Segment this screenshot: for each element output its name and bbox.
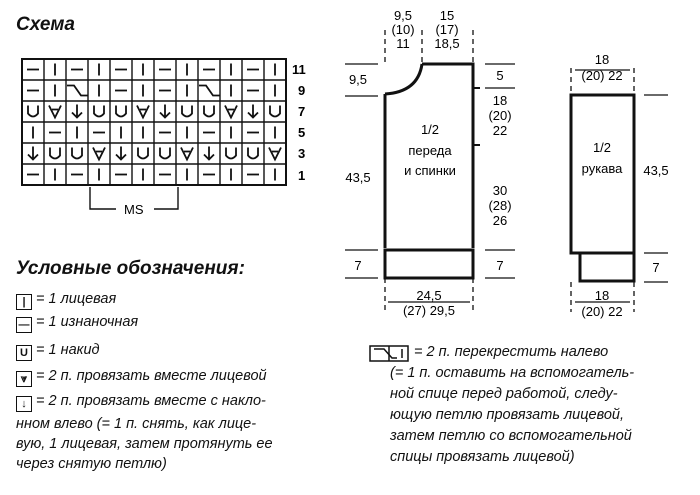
neck-width: (10) xyxy=(391,22,415,37)
armhole-depth: 22 xyxy=(492,123,508,138)
height-label: 43,5 xyxy=(345,170,371,185)
chart-cell xyxy=(181,148,193,160)
ssk-symbol-icon: ↓ xyxy=(16,396,32,412)
row-numbers xyxy=(292,62,306,183)
chart-cell xyxy=(270,106,280,117)
chart-cell xyxy=(116,106,126,117)
yarn-over-symbol-icon: U xyxy=(16,345,32,361)
side-length: (28) xyxy=(488,198,512,213)
legend-text: нном влево (= 1 п. снять, как лице- xyxy=(16,416,257,432)
legend-item xyxy=(16,367,267,387)
rib-height: 7 xyxy=(496,258,504,273)
note-line: (= 1 п. оставить на вспомогатель- xyxy=(390,365,635,381)
chart-cell xyxy=(226,148,236,159)
chart-cell xyxy=(225,106,237,118)
legend-continuation xyxy=(16,414,273,474)
chart-cell xyxy=(72,105,82,118)
note-line: ной спице перед работой, следу- xyxy=(390,386,618,402)
sleeve-pattern-outline xyxy=(571,68,668,312)
legend-item xyxy=(16,392,266,412)
chart-cell xyxy=(28,147,38,160)
legend-title: Условные обозначения: xyxy=(16,258,245,279)
legend-text: = 1 лицевая xyxy=(36,291,117,307)
armhole-depth: (20) xyxy=(488,108,512,123)
legend-item xyxy=(16,313,138,333)
chart-cell xyxy=(116,147,126,160)
chart-cell xyxy=(204,147,214,160)
neck-depth: 9,5 xyxy=(348,72,368,87)
legend-item xyxy=(16,290,116,310)
chart-cell xyxy=(94,106,104,117)
chart-cell xyxy=(248,105,258,118)
sleeve-top-width: (20) 22 xyxy=(581,68,623,83)
legend-text: = 1 накид xyxy=(36,342,100,358)
chart-cell xyxy=(93,148,105,160)
shoulder-slope: 5 xyxy=(496,68,504,83)
legend-text: = 1 изнаночная xyxy=(36,314,139,330)
sleeve-bottom-width: (20) 22 xyxy=(581,304,623,319)
chart-cell xyxy=(138,148,148,159)
chart-cell xyxy=(204,106,214,117)
chart-cell xyxy=(248,148,258,159)
note-line: = 2 п. перекрестить налево xyxy=(414,344,609,360)
k2tog-symbol-icon: ⩔ xyxy=(16,371,32,387)
knit-symbol-icon: | xyxy=(16,294,32,310)
legend-text: = 2 п. провязать вместе лицевой xyxy=(36,368,267,384)
legend-text: вую, 1 лицевая, затем протянуть ее xyxy=(16,436,273,452)
rib-height: 7 xyxy=(354,258,362,273)
chart-title: Схема xyxy=(16,14,76,35)
piece-label: и спинки xyxy=(404,163,456,178)
piece-label: рукава xyxy=(581,161,623,176)
neck-width: 9,5 xyxy=(393,8,413,23)
row-number: 5 xyxy=(298,125,306,140)
neck-width: 11 xyxy=(396,36,410,51)
sleeve-top-width: 18 xyxy=(594,52,610,67)
chart-cell xyxy=(269,148,281,160)
sleeve-height: 43,5 xyxy=(643,163,669,178)
repeat-label: MS xyxy=(124,202,144,217)
note-line: затем петлю со вспомогательной xyxy=(390,428,632,444)
bottom-width: (27) 29,5 xyxy=(402,303,456,318)
sleeve-bottom-width: 18 xyxy=(594,288,610,303)
rib-height: 7 xyxy=(652,260,660,275)
shoulder-width: 18,5 xyxy=(434,36,460,51)
purl-symbol-icon: — xyxy=(16,317,32,333)
row-number: 1 xyxy=(298,168,306,183)
note-line: ющую петлю провязать лицевой, xyxy=(390,407,624,423)
legend-text: = 2 п. провязать вместе с накло- xyxy=(36,393,266,409)
row-number: 3 xyxy=(298,146,306,161)
chart-cell xyxy=(160,105,170,118)
chart-cell xyxy=(199,86,220,96)
knitting-chart xyxy=(22,59,286,185)
body-pattern-labels xyxy=(345,8,511,318)
chart-cell xyxy=(67,86,88,96)
row-number: 11 xyxy=(292,62,306,77)
armhole-depth: 18 xyxy=(492,93,508,108)
side-length: 30 xyxy=(492,183,508,198)
piece-label: переда xyxy=(408,143,452,158)
row-number: 7 xyxy=(298,104,306,119)
piece-label: 1/2 xyxy=(592,140,612,155)
legend-item xyxy=(16,341,100,361)
bottom-width: 24,5 xyxy=(416,288,442,303)
chart-cell xyxy=(137,106,149,118)
shoulder-width: 15 xyxy=(439,8,455,23)
chart-cell xyxy=(28,106,38,117)
cross-note xyxy=(370,342,690,468)
row-number: 9 xyxy=(298,83,306,98)
chart-cell xyxy=(50,148,60,159)
piece-label: 1/2 xyxy=(420,122,440,137)
shoulder-width: (17) xyxy=(435,22,459,37)
side-length: 26 xyxy=(492,213,508,228)
legend-text: через снятую петлю) xyxy=(16,456,167,472)
chart-cell xyxy=(160,148,170,159)
chart-cell xyxy=(49,106,61,118)
note-line: спицы провязать лицевой) xyxy=(390,449,575,465)
chart-cell xyxy=(182,106,192,117)
sleeve-pattern-labels xyxy=(581,52,668,319)
chart-cell xyxy=(72,148,82,159)
